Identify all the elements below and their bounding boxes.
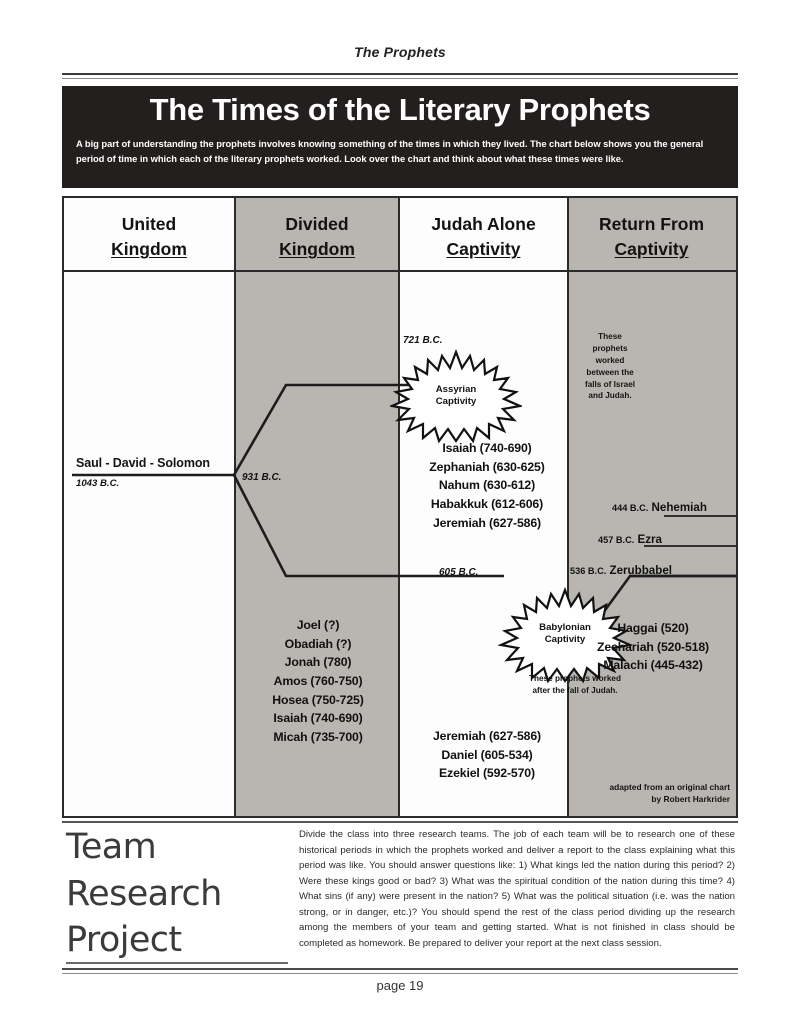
list-item: Zephaniah (630-625) — [429, 459, 545, 474]
col1-line2: Kingdom — [111, 239, 187, 260]
list-item: Malachi (445-432) — [603, 658, 703, 673]
team-research-project-heading — [66, 824, 294, 964]
col2-line1: Divided — [285, 214, 349, 234]
list-item: Isaiah (740-690) — [442, 441, 532, 455]
list-item: Nahum (630-612) — [438, 478, 536, 493]
list-item: Jeremiah (627-586) — [432, 515, 542, 530]
note-between-falls: These prophets worked between the falls of Israel and Judah. — [584, 332, 636, 401]
leader-year: 536 B.C. — [570, 566, 607, 576]
column-header-divider — [64, 270, 736, 272]
babylonian-captivity-date: 605 B.C. — [439, 567, 479, 578]
team-title-line1: Team — [66, 827, 157, 867]
page-title: The Times of the Literary Prophets — [149, 92, 651, 127]
running-head: The Prophets — [354, 44, 446, 60]
col4-line1: Return From — [599, 214, 704, 234]
list-item: Jeremiah (627-586) — [432, 729, 542, 743]
list-item: Jonah (780) — [284, 655, 352, 670]
col3-line1: Judah Alone — [431, 214, 536, 234]
list-item: Daniel (605-534) — [441, 747, 533, 762]
banner-subtitle: A big part of understanding the prophets involves knowing something of the times in which they lived. The chart below shows you the general period of time in which each of the literary prophets worked. Look over the chart and think about what these times were like. — [76, 137, 704, 164]
list-item: Obadiah (?) — [284, 636, 352, 651]
assyrian-captivity-label — [390, 384, 522, 408]
leader-name: Zerubbabel — [609, 564, 672, 577]
list-item: Ezekiel (592-570) — [439, 766, 535, 781]
united-kingdom-start-date: 1043 B.C. — [76, 478, 120, 489]
assyrian-captivity-date: 721 B.C. — [403, 335, 443, 346]
col1-line1: United — [121, 214, 177, 234]
prophets-timeline-chart — [62, 196, 738, 818]
credit-line1: adapted from an original chart — [609, 782, 730, 792]
col2-line2: Kingdom — [279, 239, 355, 260]
assyrian-captivity-burst — [390, 348, 522, 444]
leader-year: 457 B.C. — [598, 535, 635, 545]
return-leader-ezra — [598, 533, 662, 546]
list-item: Hosea (750-725) — [272, 692, 364, 707]
united-kingdom-kings: Saul - David - Solomon — [76, 456, 210, 470]
bottom-section-divider — [62, 821, 738, 823]
credit-line2: by Robert Harkrider — [651, 793, 730, 804]
return-leader-zerubbabel — [570, 564, 672, 577]
title-banner — [62, 86, 738, 188]
judah-alone-prophet-list — [404, 439, 570, 532]
kingdom-split-date: 931 B.C. — [242, 472, 282, 483]
note-after-fall: These prophets worked after the fall of Judah. — [529, 674, 621, 695]
assyrian-line1: Assyrian — [435, 384, 477, 395]
leader-name: Nehemiah — [651, 501, 707, 514]
chart-credit — [570, 782, 736, 806]
header-divider — [62, 73, 738, 79]
list-item: Micah (735-700) — [273, 730, 363, 745]
return-leader-nehemiah — [612, 501, 707, 514]
leader-year: 444 B.C. — [612, 503, 649, 513]
list-item: Isaiah (740-690) — [273, 711, 363, 726]
list-item: Joel (?) — [296, 618, 340, 632]
return-prophet-list — [570, 619, 736, 675]
list-item: Zechariah (520-518) — [597, 639, 709, 654]
assyrian-line2: Captivity — [435, 395, 477, 407]
list-item: Habakkuk (612-606) — [430, 497, 544, 512]
assignment-instructions: Divide the class into three research teams. The job of each team will be to research one of these historical periods in which the prophets worked and deliver a report to the class explaining what this period was like. You should answer questions like: 1) What kings led the nation during this period? 2) Were these kings good or bad? 3) What was the spiritual condition of the nation during this time? 4) What sins (if any) were present in the nation? 5) What was the political situation (i.e. was the nation strong, or in danger, etc.)? You should spend the rest of the class period dividing up the research among the members of your team and getting started. What is not finished in class should be completed as homework. Be prepared to deliver your report at the next class session. — [299, 829, 735, 949]
page-number: page 19 — [376, 978, 424, 993]
column-header-united — [64, 198, 234, 816]
leader-name: Ezra — [637, 533, 662, 546]
list-item: Haggai (520) — [617, 621, 689, 635]
babylonian-line1: Babylonian — [539, 622, 591, 633]
captivity-prophet-list — [404, 727, 570, 783]
team-title-line2: Research — [66, 873, 222, 914]
babylonian-line2: Captivity — [544, 633, 586, 645]
list-item: Amos (760-750) — [273, 674, 363, 689]
footer-divider — [62, 968, 738, 974]
col4-line2: Captivity — [614, 239, 689, 260]
divided-kingdom-prophet-list — [236, 616, 400, 747]
col3-line2: Captivity — [446, 239, 521, 260]
team-title-underline — [66, 962, 288, 964]
team-title-line3: Project — [66, 920, 182, 961]
